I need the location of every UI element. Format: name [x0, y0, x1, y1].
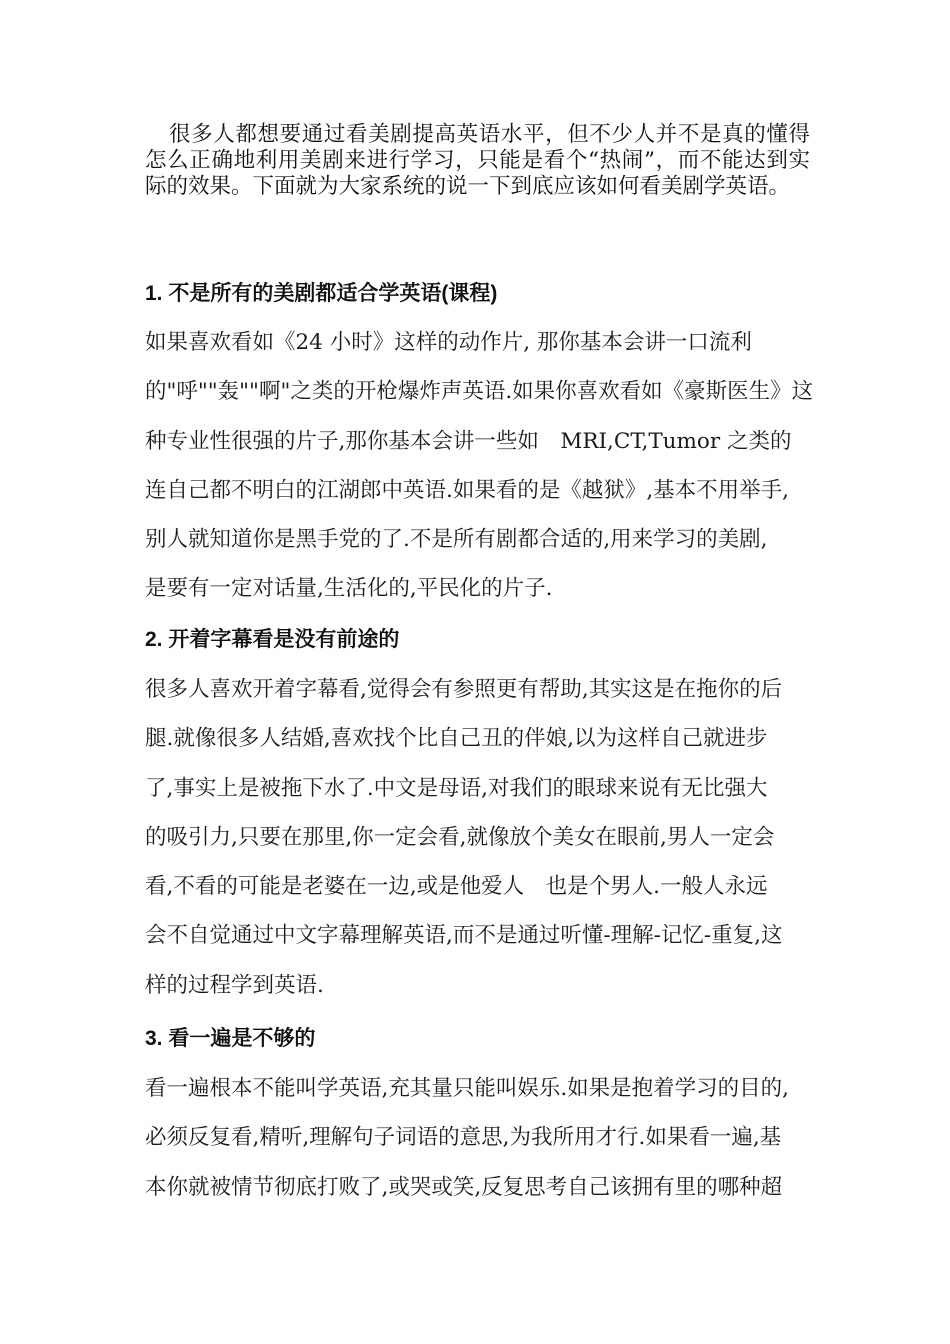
text-line: 会不自觉通过中文字幕理解英语,而不是通过听懂-理解-记忆-重复,这	[145, 923, 783, 949]
text-line: 样的过程学到英语.	[145, 972, 324, 998]
section-paragraph	[145, 1064, 815, 1212]
text-line: 看一遍根本不能叫学英语,充其量只能叫娱乐.如果是抱着学习的目的,	[145, 1076, 790, 1101]
section-3-body	[145, 1064, 815, 1212]
text-line: 是要有一定对话量,生活化的,平民化的片子.	[145, 576, 553, 602]
text-line: 连自己都不明白的江湖郎中英语.如果看的是《越狱》,基本不用举手,	[145, 477, 790, 503]
text-line: 必须反复看,精听,理解句子词语的意思,为我所用才行.如果看一遍,基	[145, 1125, 782, 1151]
intro-paragraph: 很多人都想要通过看美剧提高英语水平，但不少人并不是真的懂得怎么正确地利用美剧来进行学习，只能是看个“热闹”，而不能达到实际的效果。下面就为大家系统的说一下到底应该如何看美剧学英语。	[145, 122, 810, 199]
section-1-body	[145, 318, 815, 614]
section-heading: 2. 开着字幕看是没有前途的	[145, 628, 400, 651]
text-line: 的吸引力,只要在那里,你一定会看,就像放个美女在眼前,男人一定会	[145, 824, 775, 850]
text-line: 的"呼""轰""啊"之类的开枪爆炸声英语.如果你喜欢看如《豪斯医生》这	[145, 379, 814, 405]
text-line: 了,事实上是被拖下水了.中文是母语,对我们的眼球来说有无比强大	[145, 775, 768, 801]
text-line: 本你就被情节彻底打败了,或哭或笑,反复思考自己该拥有里的哪种超	[145, 1174, 783, 1200]
section-paragraph	[145, 318, 815, 614]
text-line: 很多人喜欢开着字幕看,觉得会有参照更有帮助,其实这是在拖你的后	[145, 677, 783, 702]
text-line: 看,不看的可能是老婆在一边,或是他爱人 也是个男人.一般人永远	[145, 874, 768, 900]
section-heading: 1. 不是所有的美剧都适合学英语(课程)	[145, 282, 498, 305]
text-line: 腿.就像很多人结婚,喜欢找个比自己丑的伴娘,以为这样自己就进步	[145, 726, 768, 752]
text-line: 如果喜欢看如《24 小时》这样的动作片, 那你基本会讲一口流利	[145, 330, 752, 355]
section-1	[145, 281, 815, 307]
section-2-body	[145, 665, 815, 1010]
section-2	[145, 627, 815, 653]
text-line: 种专业性很强的片子,那你基本会讲一些如 MRI,CT,Tumor 之类的	[145, 428, 792, 454]
section-paragraph	[145, 665, 815, 1010]
section-3	[145, 1026, 815, 1052]
section-heading: 3. 看一遍是不够的	[145, 1027, 316, 1050]
text-line: 别人就知道你是黑手党的了.不是所有剧都合适的,用来学习的美剧,	[145, 527, 768, 553]
